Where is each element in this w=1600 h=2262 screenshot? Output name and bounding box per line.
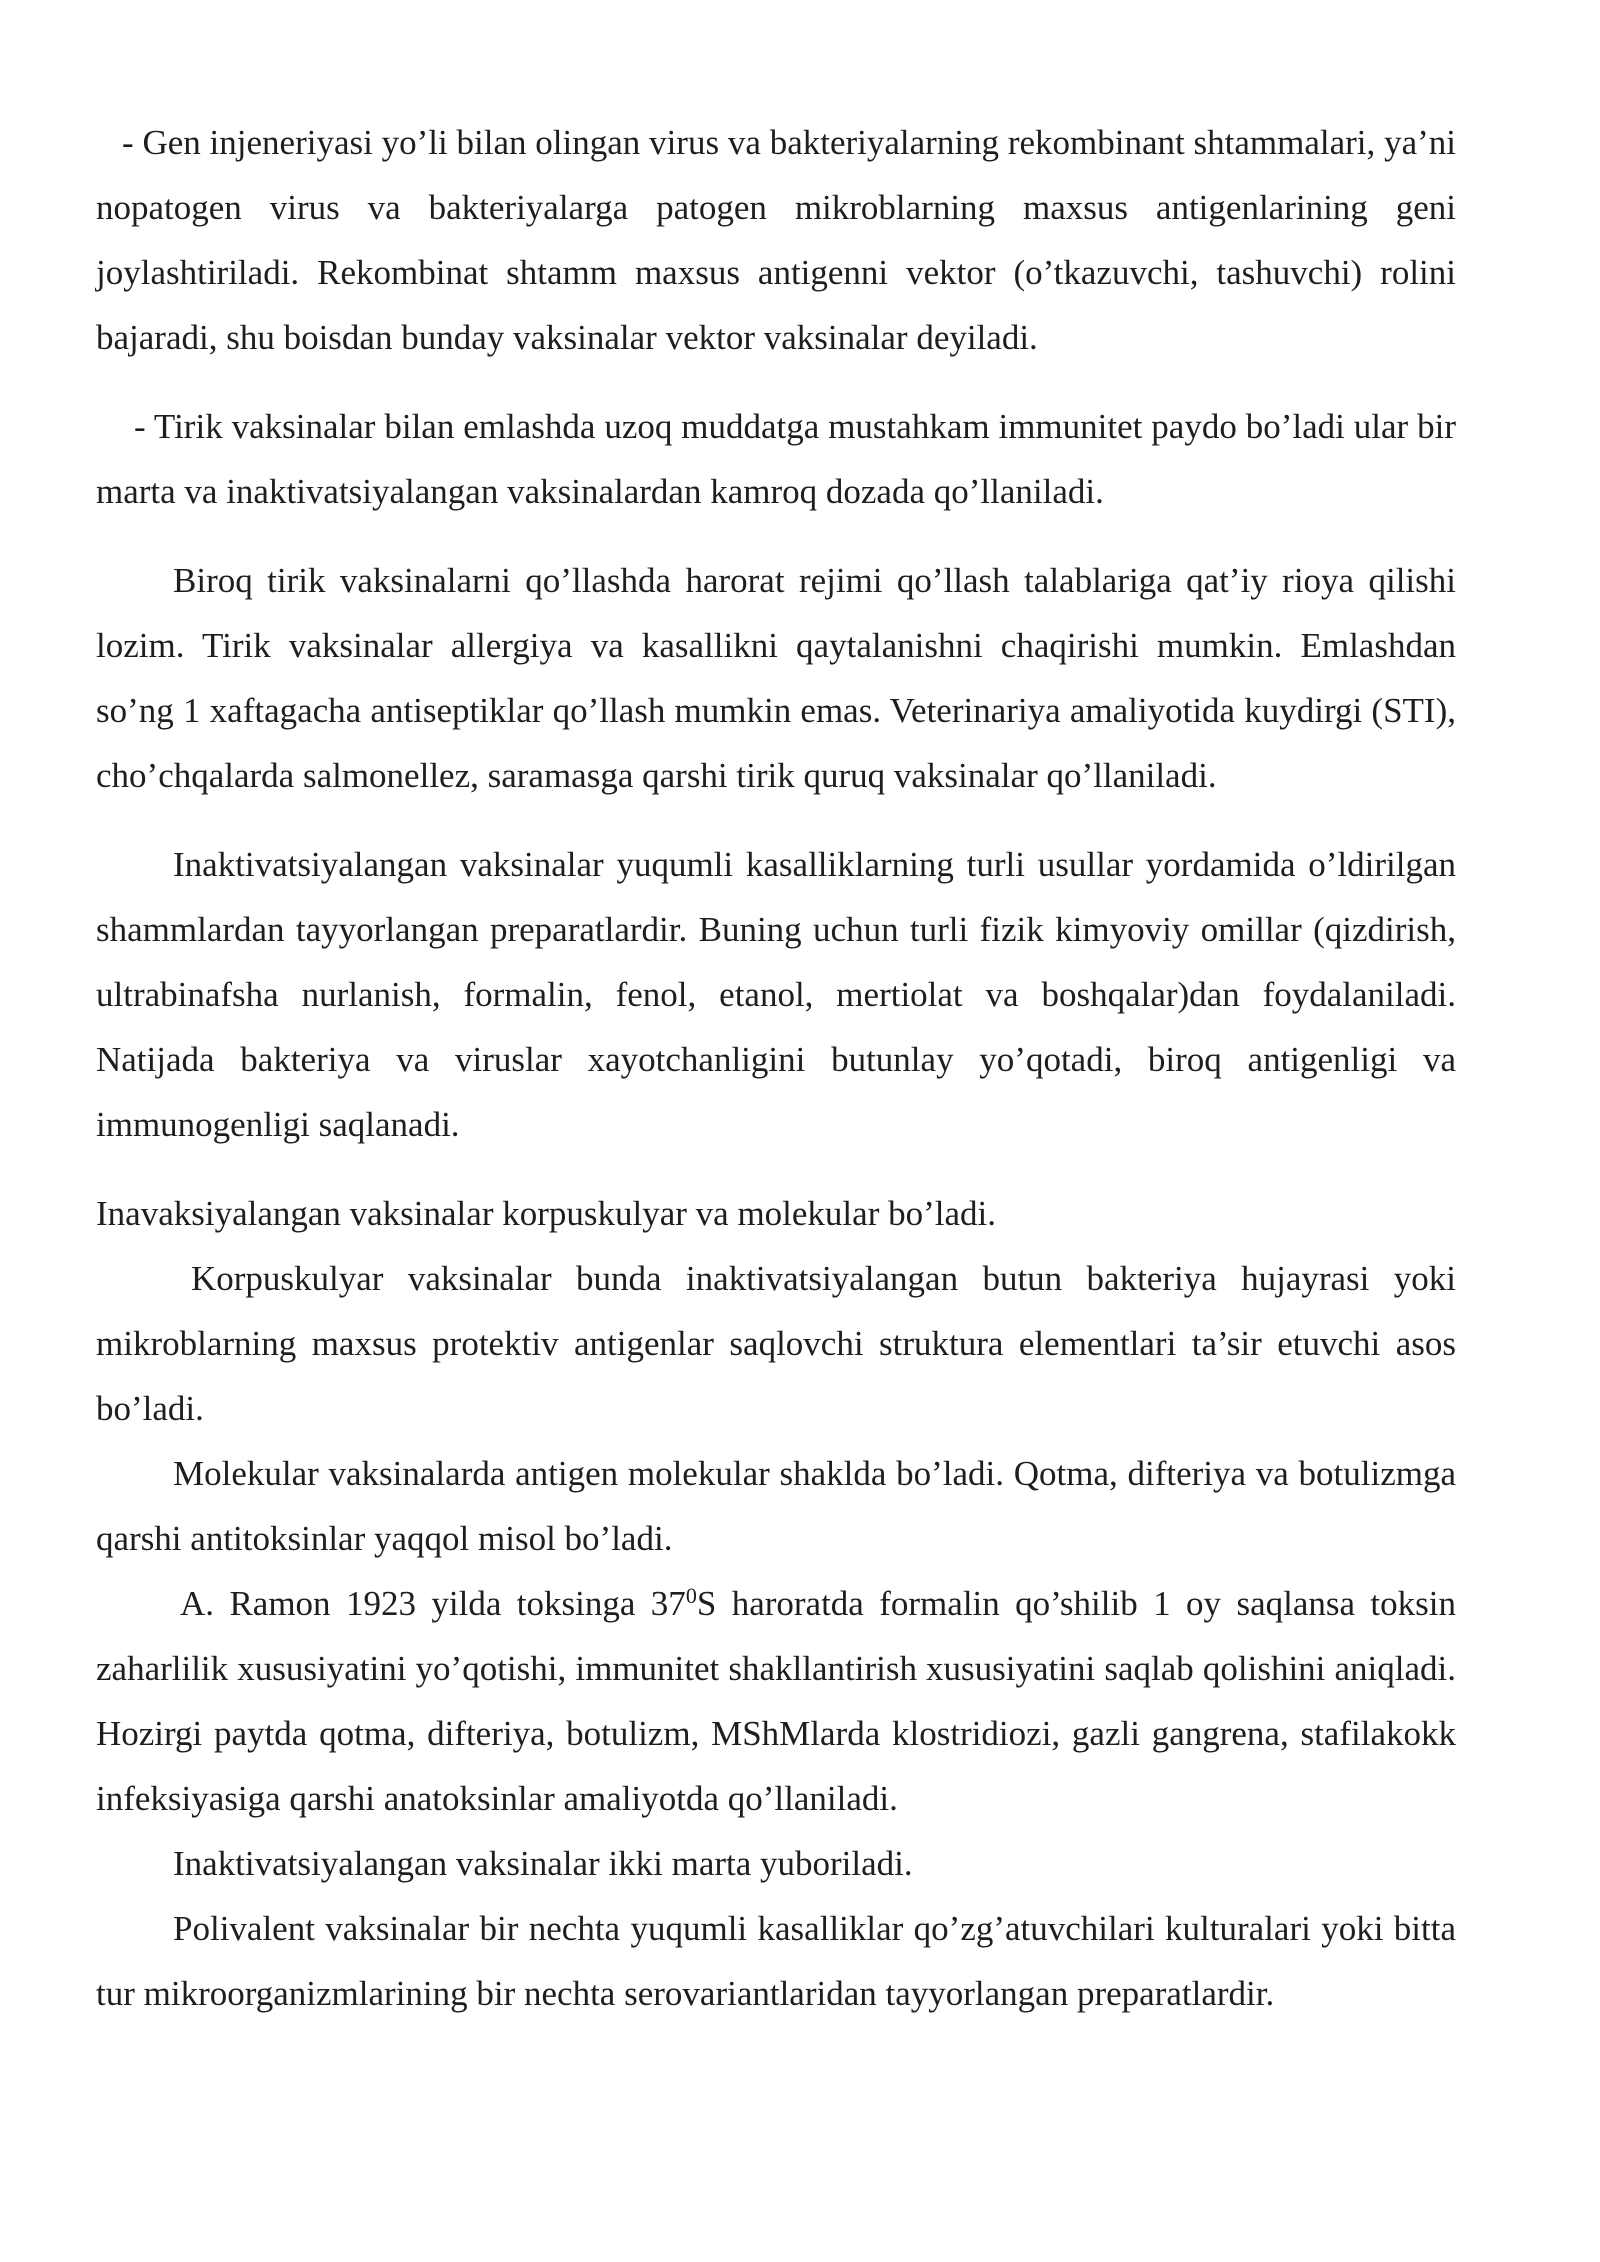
document-page [96,110,1456,2026]
degree-superscript: 0 [685,1583,697,1608]
paragraph-polyvalent-vaccines: Polivalent vaksinalar bir nechta yuqumli kasalliklar qo’zg’atuvchilari kulturalari yoki bitta tur mikroorganizmlarining bir nechta serovariantlaridan tayyorlangan preparatlardir. [96,1909,1456,2013]
paragraph-inactivated-types: Inavaksiyalangan vaksinalar korpuskulyar va molekular bo’ladi. [96,1194,996,1233]
ramon-text-before: A. Ramon 1923 yilda toksinga 37 [180,1584,686,1623]
paragraph-corpuscular-vaccines: Korpuskulyar vaksinalar bunda inaktivatsiyalangan butun bakteriya hujayrasi yoki mikroblarning maxsus protektiv antigenlar saqlovchi struktura elementlari ta’sir etuvchi asos bo’ladi. [96,1259,1456,1428]
paragraph-inactivated-vaccines: Inaktivatsiyalangan vaksinalar yuqumli kasalliklarning turli usullar yordamida o’ldirilgan shammlardan tayyorlangan preparatlardir. Buning uchun turli fizik kimyoviy omillar (qizdirish, ultrabinafsha nurlanish, formalin, fenol, etanol, mertiolat va boshqalar)dan foydalaniladi. Natijada bakteriya va viruslar xayotchanligini butunlay yo’qotadi, biroq antigenligi va immunogenligi saqlanadi. [96,845,1456,1144]
paragraph-live-vaccines-usage: Biroq tirik vaksinalarni qo’llashda harorat rejimi qo’llash talablariga qat’iy rioya qilishi lozim. Tirik vaksinalar allergiya va kasallikni qaytalanishni chaqirishi mumkin. Emlashdan so’ng 1 xaftagacha antiseptiklar qo’llash mumkin emas. Veterinariya amaliyotida kuydirgi (STI), cho’chqalarda salmonellez, saramasga qarshi tirik quruq vaksinalar qo’llaniladi. [96,561,1456,795]
ramon-text-after: S haroratda formalin qo’shilib 1 oy saqlansa toksin zaharlilik xususiyatini yo’qotishi, immunitet shakllantirish xususiyatini saqlab qolishini aniqladi. Hozirgi paytda qotma, difteriya, botulizm, MShMlarda klostridiozi, gazli gangrena, stafilakokk infeksiyasiga qarshi anatoksinlar amaliyotda qo’llaniladi. [96,1584,1457,1818]
paragraph-ramon-anatoxin [96,1571,1456,1831]
paragraph-molecular-vaccines: Molekular vaksinalarda antigen molekular shaklda bo’ladi. Qotma, difteriya va botulizmga qarshi antitoksinlar yaqqol misol bo’ladi. [96,1454,1456,1558]
paragraph-live-vaccines-immunity: - Tirik vaksinalar bilan emlashda uzoq muddatga mustahkam immunitet paydo bo’ladi ular bir marta va inaktivatsiyalangan vaksinalardan kamroq dozada qo’llaniladi. [96,407,1456,511]
paragraph-recombinant-strains: - Gen injeneriyasi yo’li bilan olingan virus va bakteriyalarning rekombinant shtammalari, ya’ni nopatogen virus va bakteriyalarga patogen mikroblarning maxsus antigenlarining geni joylashtiriladi. Rekombinat shtamm maxsus antigenni vektor (o’tkazuvchi, tashuvchi) rolini bajaradi, shu boisdan bunday vaksinalar vektor vaksinalar deyiladi. [96,123,1456,357]
paragraph-inactivated-twice: Inaktivatsiyalangan vaksinalar ikki marta yuboriladi. [173,1844,913,1883]
